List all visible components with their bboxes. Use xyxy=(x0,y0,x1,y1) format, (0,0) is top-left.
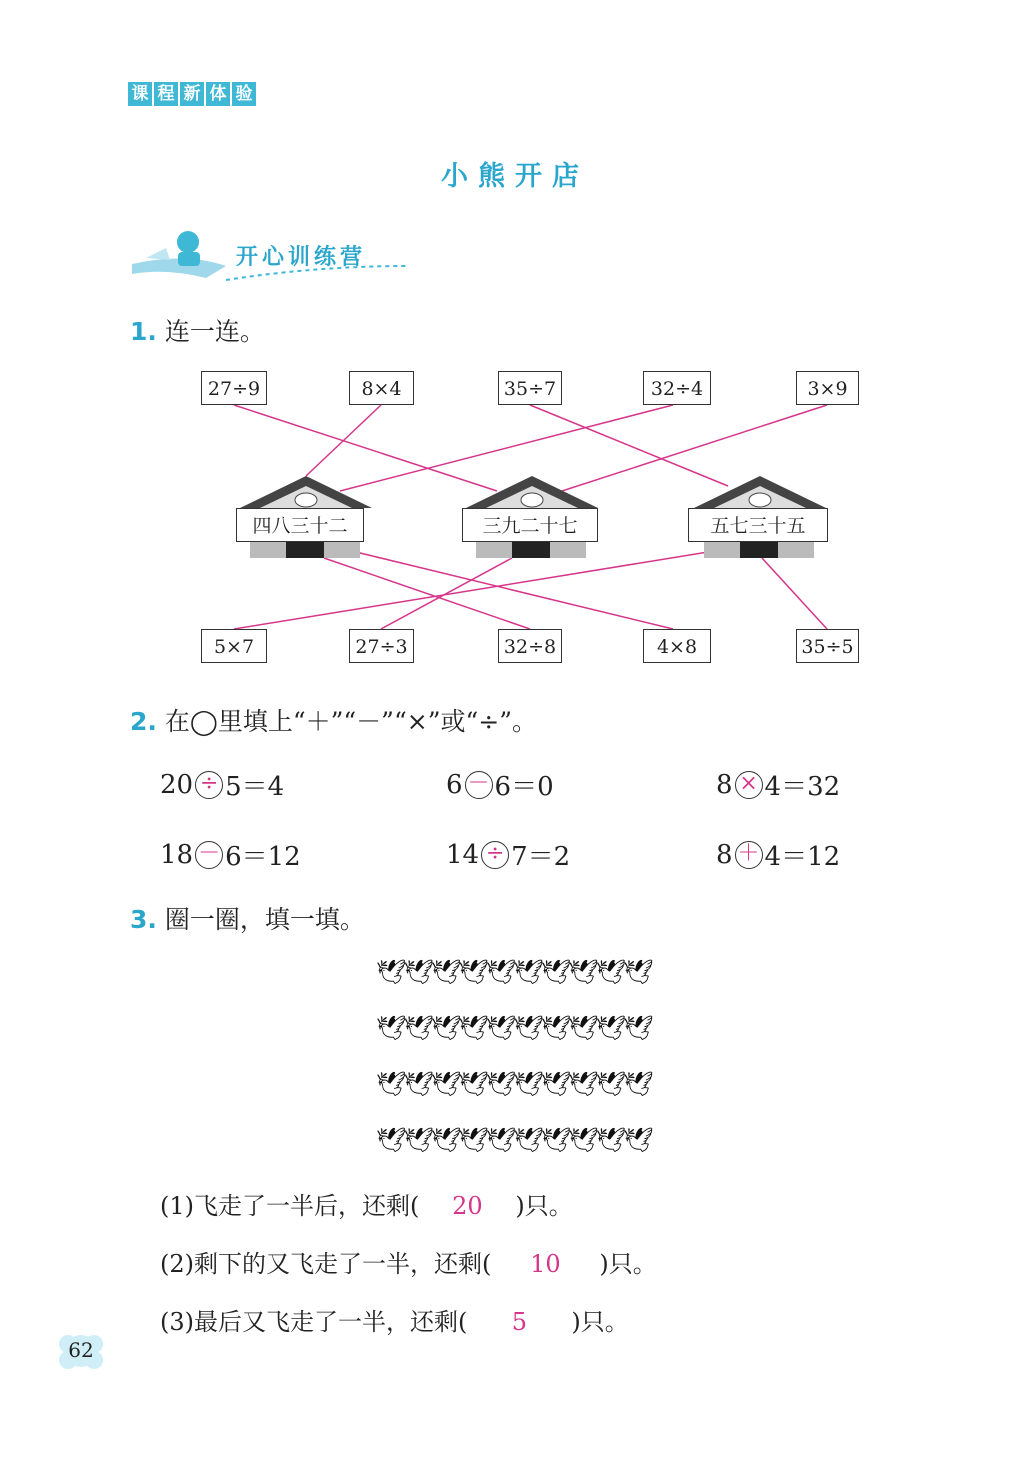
bird-row-icon: 🕊🕊🕊🕊🕊🕊🕊🕊🕊🕊 xyxy=(376,1070,651,1098)
q3-text: 圈一圈，填一填。 xyxy=(164,905,365,934)
operator-circle[interactable]: ÷ xyxy=(195,771,223,799)
expr-box-bottom[interactable]: 5×7 xyxy=(201,629,267,663)
operand: 6 xyxy=(446,769,463,800)
tag-char: 体 xyxy=(206,82,230,106)
operator-circle[interactable]: ＋ xyxy=(735,841,763,869)
tag-char: 课 xyxy=(128,82,152,106)
expr-box-top[interactable]: 8×4 xyxy=(349,371,414,405)
equation-rest: 4＝12 xyxy=(764,842,841,872)
q2-heading xyxy=(130,702,537,738)
answer-blank[interactable]: 20 xyxy=(452,1192,483,1220)
matching-lines xyxy=(0,0,1030,700)
expr-box-top[interactable]: 32÷4 xyxy=(643,371,711,405)
equation xyxy=(446,836,570,873)
equation-rest: 5＝4 xyxy=(225,772,285,802)
tag-char: 验 xyxy=(232,82,256,106)
equation xyxy=(446,766,554,803)
equation-rest: 4＝32 xyxy=(764,772,841,802)
q3-number: 3. xyxy=(130,905,157,934)
fill-item xyxy=(160,1186,573,1221)
house-label: 三九二十七 xyxy=(462,508,598,542)
q2-text: 在◯里填上“＋”“－”“×”或“÷”。 xyxy=(164,707,537,736)
page-title: 小熊开店 xyxy=(441,161,589,192)
q3-heading xyxy=(130,900,365,936)
operator-circle[interactable]: － xyxy=(195,841,223,869)
expr-box-top[interactable]: 27÷9 xyxy=(201,371,267,405)
fill-item xyxy=(160,1302,629,1337)
q2-number: 2. xyxy=(130,707,157,736)
operator-circle[interactable]: － xyxy=(465,771,493,799)
fill-suffix: )只。 xyxy=(599,1250,657,1278)
expr-box-bottom[interactable]: 35÷5 xyxy=(796,629,859,663)
equation-rest: 6＝12 xyxy=(225,842,301,872)
q1-number: 1. xyxy=(130,317,157,346)
bird-row-icon: 🕊🕊🕊🕊🕊🕊🕊🕊🕊🕊 xyxy=(376,1014,651,1042)
fill-prompt: (1)飞走了一半后，还剩( xyxy=(160,1192,420,1220)
operand: 14 xyxy=(446,839,480,870)
operand: 18 xyxy=(160,839,194,870)
tag-char: 程 xyxy=(154,82,178,106)
equation xyxy=(716,766,840,803)
operand: 20 xyxy=(160,769,194,800)
expr-box-bottom[interactable]: 4×8 xyxy=(643,629,711,663)
bird-row-icon: 🕊🕊🕊🕊🕊🕊🕊🕊🕊🕊 xyxy=(376,1126,651,1154)
expr-box-top[interactable]: 35÷7 xyxy=(498,371,562,405)
fill-suffix: )只。 xyxy=(515,1192,573,1220)
tag-char: 新 xyxy=(180,82,204,106)
page-number-badge xyxy=(56,1330,106,1372)
answer-blank[interactable]: 10 xyxy=(530,1250,561,1278)
expr-box-bottom[interactable]: 27÷3 xyxy=(349,629,414,663)
operator-circle[interactable]: ÷ xyxy=(481,841,509,869)
equation-rest: 6＝0 xyxy=(494,772,554,802)
page-number: 62 xyxy=(68,1338,94,1362)
house-label: 五七三十五 xyxy=(688,508,828,542)
house-label: 四八三十二 xyxy=(236,508,364,542)
fill-prompt: (2)剩下的又飞走了一半，还剩( xyxy=(160,1250,492,1278)
equation xyxy=(160,836,301,873)
section-label: 开心训练营 xyxy=(236,245,367,270)
equation-rest: 7＝2 xyxy=(511,842,571,872)
bird-row-icon: 🕊🕊🕊🕊🕊🕊🕊🕊🕊🕊 xyxy=(376,958,651,986)
q1-text: 连一连。 xyxy=(164,317,265,346)
fill-item xyxy=(160,1244,657,1279)
fill-suffix: )只。 xyxy=(571,1308,629,1336)
operand: 8 xyxy=(716,769,733,800)
operand: 8 xyxy=(716,839,733,870)
expr-box-top[interactable]: 3×9 xyxy=(796,371,859,405)
expr-box-bottom[interactable]: 32÷8 xyxy=(498,629,562,663)
answer-blank[interactable]: 5 xyxy=(511,1308,527,1336)
equation xyxy=(716,836,840,873)
operator-circle[interactable]: × xyxy=(735,771,763,799)
fill-prompt: (3)最后又飞走了一半，还剩( xyxy=(160,1308,468,1336)
equation xyxy=(160,766,284,803)
